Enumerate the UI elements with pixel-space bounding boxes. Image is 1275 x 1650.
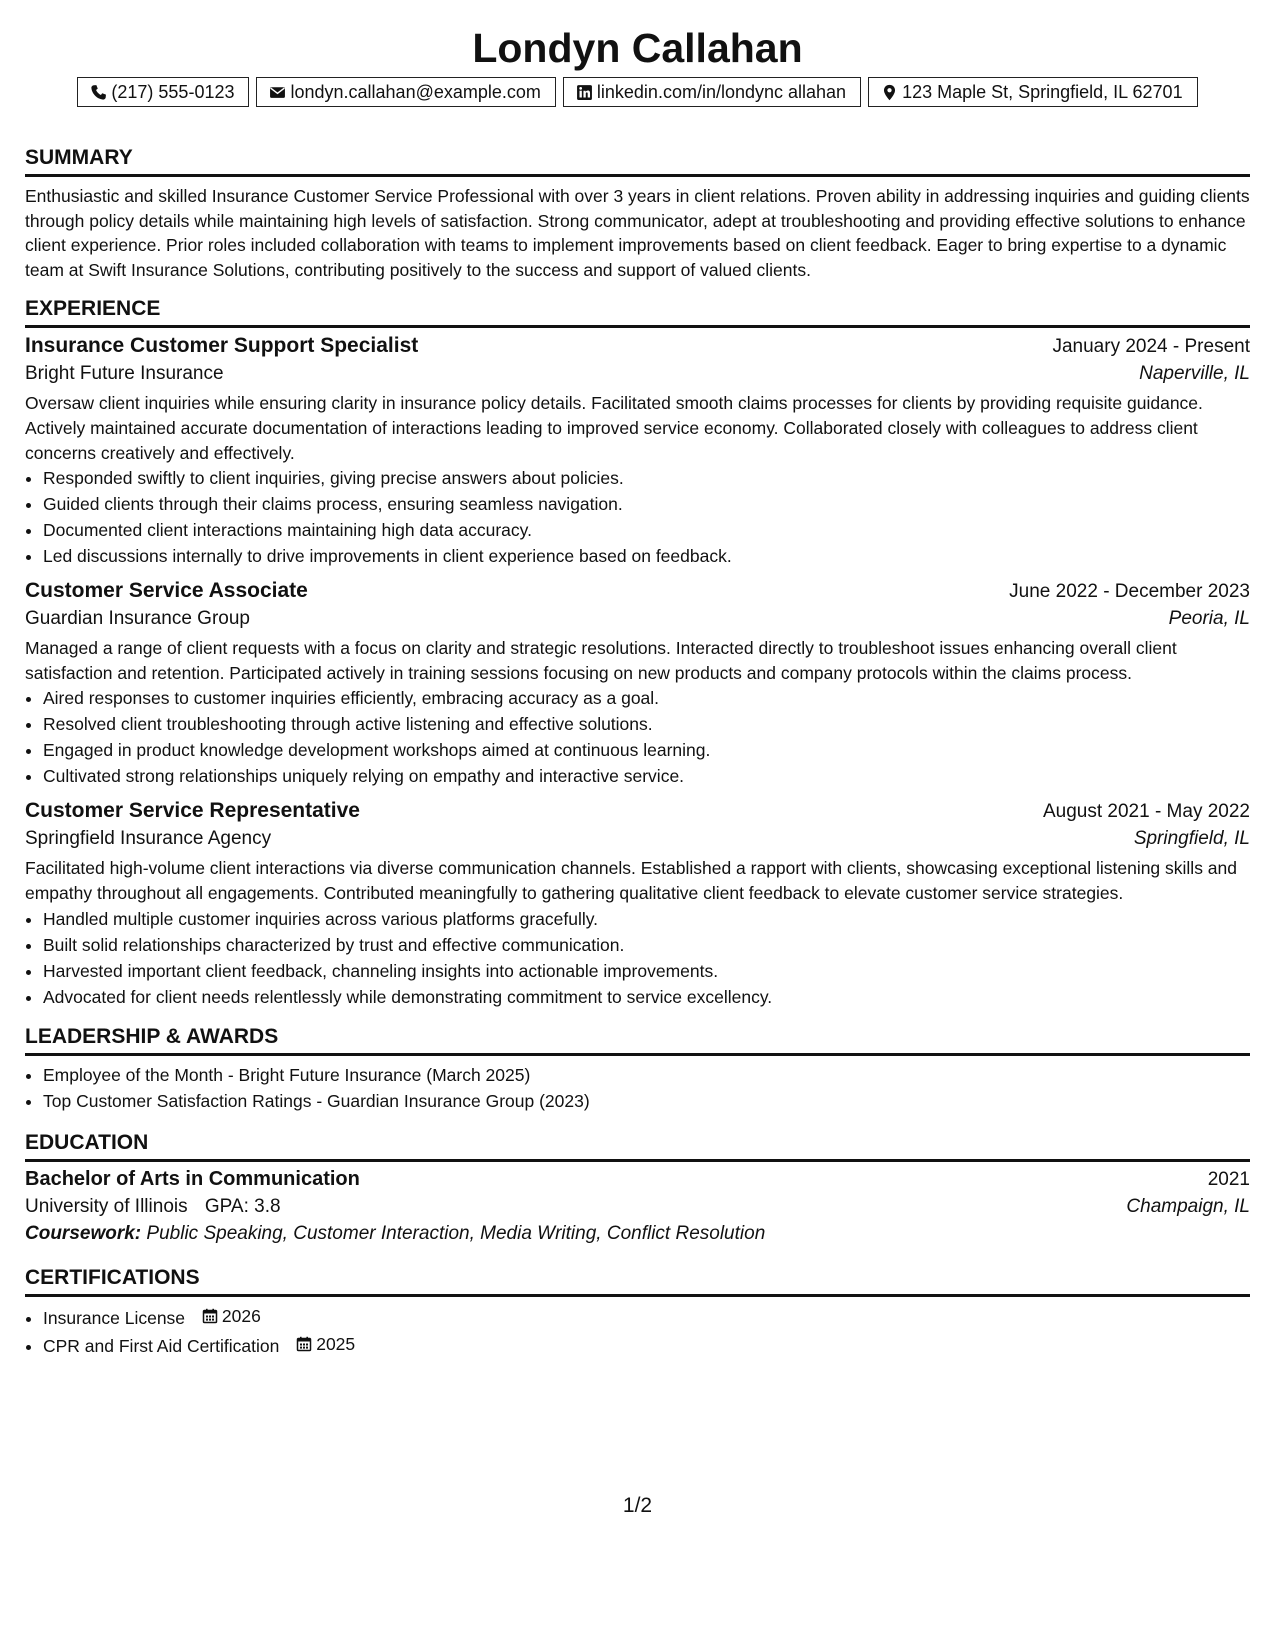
contact-address[interactable]	[868, 77, 1198, 107]
degree: Bachelor of Arts in Communication	[25, 1167, 360, 1190]
list-item: • Resolved client troubleshooting through active listening and effective solutions.	[43, 711, 1250, 737]
job-title: Insurance Customer Support Specialist	[25, 334, 419, 358]
job-location: Naperville, IL	[1139, 363, 1250, 385]
leadership-section	[25, 1024, 1250, 1114]
contact-email[interactable]	[256, 77, 555, 107]
job-company: Bright Future Insurance	[25, 363, 224, 385]
school-location: Champaign, IL	[1126, 1195, 1250, 1217]
job-location: Springfield, IL	[1133, 828, 1250, 850]
contact-email-text: londyn.callahan@example.com	[290, 82, 541, 102]
certifications-heading: CERTIFICATIONS	[25, 1265, 1250, 1297]
contact-bar	[25, 77, 1250, 107]
job-title: Customer Service Representative	[25, 799, 360, 823]
contact-phone-text: (217) 555-0123	[111, 82, 235, 102]
job-company: Guardian Insurance Group	[25, 608, 250, 630]
list-item: • Top Customer Satisfaction Ratings - Guardian Insurance Group (2023)	[43, 1088, 1250, 1114]
job-description: Managed a range of client requests with a focus on clarity and strategic resolutions. Interacted directly to troubleshoot issues enhancing overall client satisfaction and retention. Participated actively in training sessions focusing on new products and company protocols within the claims process.	[25, 638, 1177, 683]
list-item: • Documented client interactions maintaining high data accuracy.	[43, 517, 1250, 543]
job-entry	[25, 799, 1250, 1009]
coursework-label: Coursework:	[25, 1222, 142, 1244]
list-item: • Built solid relationships characterized by trust and effective communication.	[43, 932, 1250, 958]
job-company: Springfield Insurance Agency	[25, 828, 272, 850]
phone-icon	[90, 84, 107, 101]
job-title: Customer Service Associate	[25, 579, 308, 603]
map-pin-icon	[881, 84, 898, 101]
summary-section	[25, 145, 1250, 282]
job-bullets	[25, 685, 1250, 789]
job-entry	[25, 334, 1250, 569]
calendar-icon	[296, 1336, 312, 1352]
candidate-name: Londyn Callahan	[472, 25, 803, 71]
list-item: • Led discussions internally to drive improvements in client experience based on feedback.	[43, 543, 1250, 569]
list-item	[43, 1331, 1250, 1359]
certifications-list	[25, 1303, 1250, 1359]
summary-text: Enthusiastic and skilled Insurance Customer Service Professional with over 3 years in client relations. Proven ability in addressing inquiries and guiding clients through policy details while maintaining high levels of satisfaction. Strong communicator, adept at troubleshooting and providing effective solutions to enhance client experience. Prior roles included collaboration with teams to implement improvements based on client feedback. Eager to bring expertise to a dynamic team at Swift Insurance Solutions, contributing positively to the success and support of valued clients.	[25, 186, 1250, 280]
leadership-heading: LEADERSHIP & AWARDS	[25, 1024, 1250, 1056]
education-section	[25, 1130, 1250, 1245]
summary-heading: SUMMARY	[25, 145, 1250, 177]
contact-linkedin[interactable]	[563, 77, 861, 107]
coursework	[25, 1223, 1250, 1245]
coursework-list: Public Speaking, Customer Interaction, Media Writing, Conflict Resolution	[146, 1222, 766, 1244]
job-description: Oversaw client inquiries while ensuring clarity in insurance policy details. Facilitated smooth claims processes for clients by providing requisite guidance. Actively maintained accurate documentation of interactions leading to improved service economy. Collaborated closely with colleagues to address client concerns creatively and effectively.	[25, 393, 1203, 463]
list-item: • Handled multiple customer inquiries across various platforms gracefully.	[43, 906, 1250, 932]
linkedin-icon	[576, 84, 593, 101]
education-heading: EDUCATION	[25, 1130, 1250, 1162]
certifications-section	[25, 1265, 1250, 1359]
job-dates: January 2024 - Present	[1052, 336, 1250, 358]
job-dates: August 2021 - May 2022	[1042, 801, 1250, 823]
resume-page	[25, 0, 1250, 1359]
cert-year: 2026	[221, 1305, 261, 1326]
contact-phone[interactable]	[77, 77, 249, 107]
graduation-year: 2021	[1207, 1168, 1250, 1190]
envelope-icon	[269, 84, 286, 101]
list-item: • Cultivated strong relationships uniquely relying on empathy and interactive service.	[43, 763, 1250, 789]
job-description: Facilitated high-volume client interactions via diverse communication channels. Established a rapport with clients, showcasing exceptional listening skills and empathy throughout all engagements. Contributed meaningfully to gathering qualitative client feedback to elevate customer service strategies.	[25, 858, 1238, 903]
experience-section	[25, 296, 1250, 1009]
job-bullets	[25, 465, 1250, 569]
list-item: • Engaged in product knowledge development workshops aimed at continuous learning.	[43, 737, 1250, 763]
calendar-icon	[202, 1308, 218, 1324]
job-bullets	[25, 906, 1250, 1010]
list-item: • Aired responses to customer inquiries efficiently, embracing accuracy as a goal.	[43, 685, 1250, 711]
list-item	[43, 1303, 1250, 1331]
cert-name: Insurance License	[43, 1307, 186, 1328]
list-item: • Harvested important client feedback, channeling insights into actionable improvements.	[43, 958, 1250, 984]
experience-heading: EXPERIENCE	[25, 296, 1250, 328]
leadership-list	[25, 1062, 1250, 1114]
list-item: • Employee of the Month - Bright Future Insurance (March 2025)	[43, 1062, 1250, 1088]
page-number: 1/2	[622, 1494, 653, 1517]
list-item: • Advocated for client needs relentlessly while demonstrating commitment to service excellency.	[43, 984, 1250, 1010]
job-entry	[25, 579, 1250, 789]
job-dates: June 2022 - December 2023	[1009, 581, 1250, 603]
contact-address-text: 123 Maple St, Springfield, IL 62701	[902, 82, 1183, 102]
list-item: • Responded swiftly to client inquiries, giving precise answers about policies.	[43, 465, 1250, 491]
list-item: • Guided clients through their claims process, ensuring seamless navigation.	[43, 491, 1250, 517]
cert-name: CPR and First Aid Certification	[43, 1335, 280, 1356]
job-location: Peoria, IL	[1168, 608, 1250, 630]
cert-year: 2025	[316, 1333, 356, 1354]
contact-linkedin-text: linkedin.com/in/londync allahan	[596, 82, 847, 102]
school-name: University of Illinois	[25, 1195, 188, 1217]
gpa: GPA: 3.8	[204, 1195, 281, 1217]
